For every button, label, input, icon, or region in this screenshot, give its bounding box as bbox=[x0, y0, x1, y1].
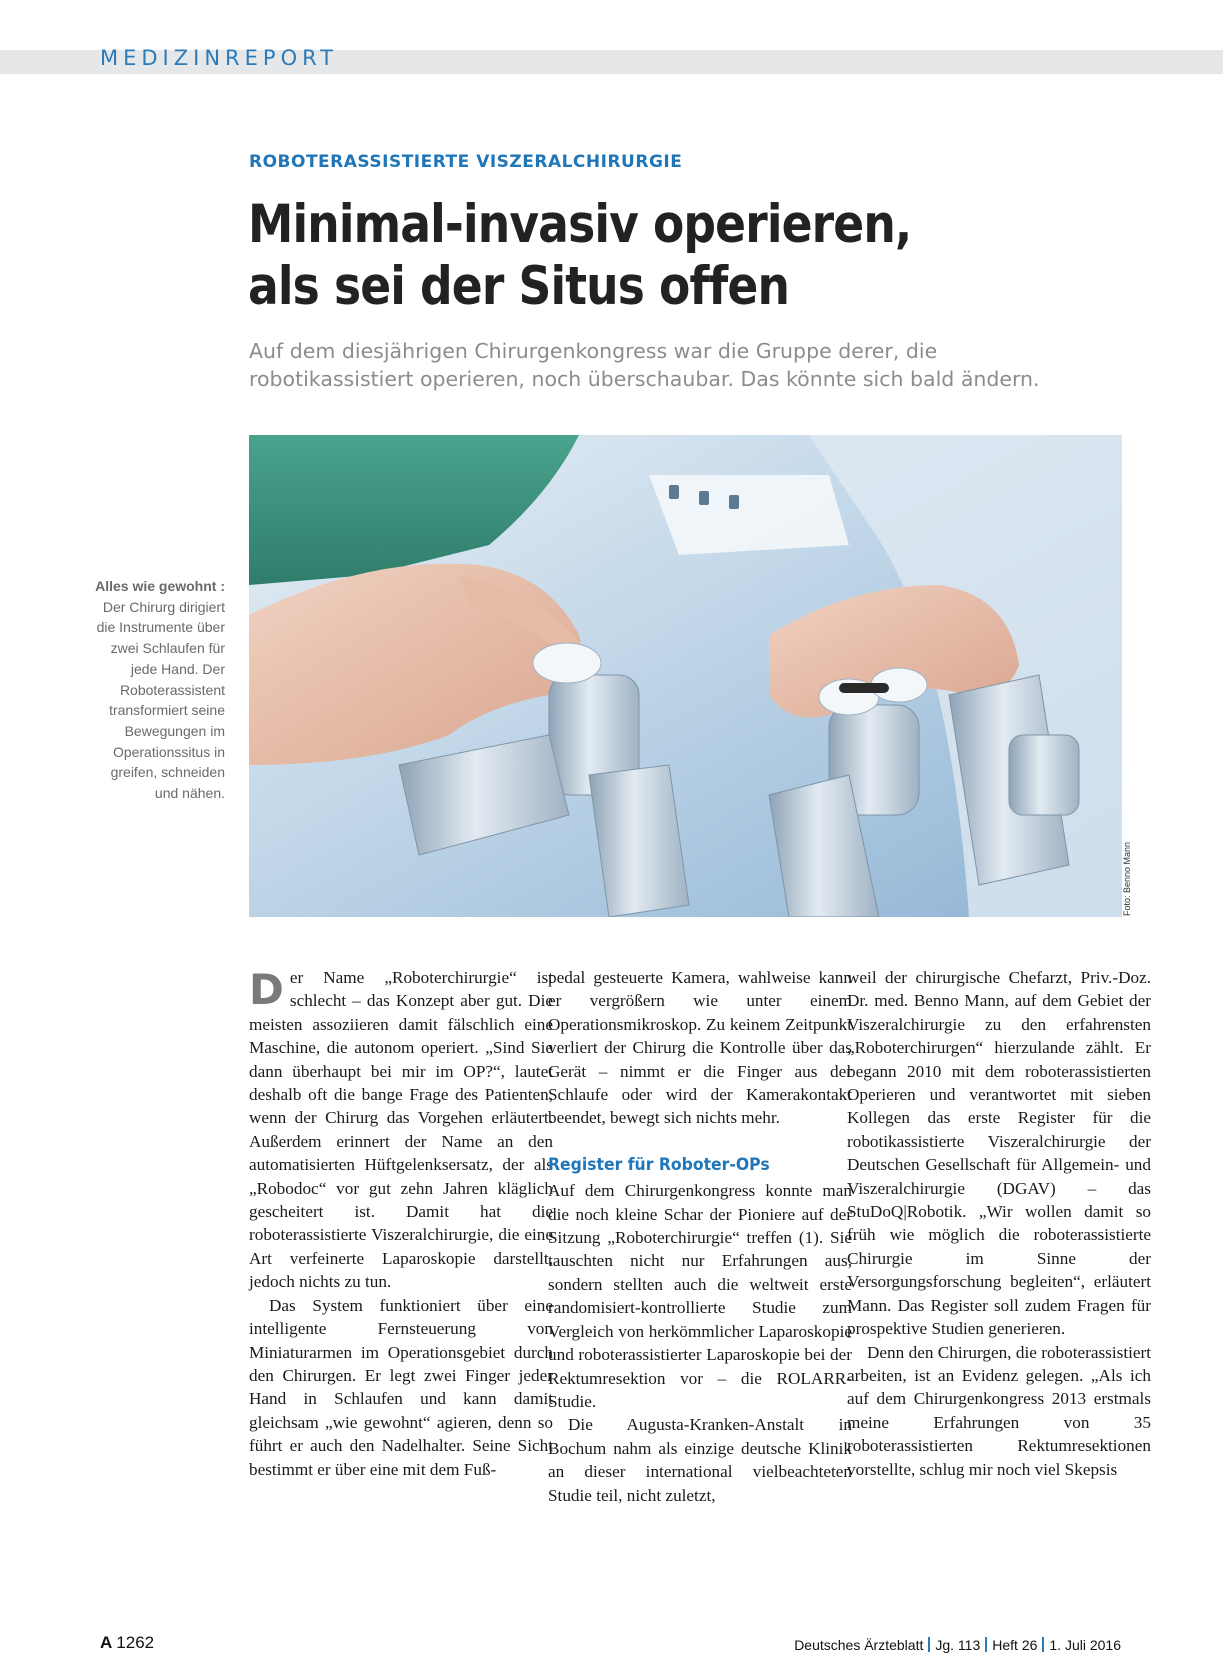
lead-line-1: Auf dem diesjährigen Chirurgenkongress war die Gruppe derer, die bbox=[249, 339, 938, 363]
photo-credit: Foto: Benno Mann bbox=[1122, 841, 1132, 916]
paragraph bbox=[249, 966, 553, 1294]
caption-text: Der Chirurg dirigiert die Instrumente über zwei Schlaufen für jede Hand. Der Roboterassistent transformiert seine Bewegungen im Operationssitus in greifen, schneiden und nähen. bbox=[96, 598, 225, 802]
paragraph: Auf dem Chirurgenkongress konnte man die noch kleine Schar der Pioniere auf der Sitzung „Roboterchirurgie“ treffen (1). Sie tauschten nicht nur Erfahrungen aus, sondern stellten auch die weltweit erste randomisiert-kontrollierte Studie zum Vergleich von herkömmlicher Laparoskopie und roboterassistierter Laparoskopie bei der Rektumresektion vor – die ROLARR-Studie. bbox=[548, 1181, 852, 1411]
separator bbox=[928, 1637, 930, 1652]
article-photo bbox=[249, 435, 1122, 917]
text-column-3 bbox=[847, 966, 1151, 1481]
caption-title: Alles wie gewohnt : bbox=[95, 578, 225, 594]
subheading: Register für Roboter-OPs bbox=[548, 1154, 770, 1175]
text-column-1 bbox=[249, 966, 553, 1481]
journal-volume: Jg. 113 bbox=[935, 1637, 981, 1653]
page-number bbox=[100, 1633, 154, 1653]
photo-caption bbox=[92, 576, 225, 804]
paragraph: Die Augusta-Kranken-Anstalt in Bochum nahm als einzige deutsche Klinik an dieser international vielbeachteten Studie teil, nicht zuletzt, bbox=[548, 1415, 852, 1505]
lead-line-2: robotikassistiert operieren, noch überschaubar. Das könnte sich bald ändern. bbox=[249, 367, 1040, 391]
journal-date: 1. Juli 2016 bbox=[1049, 1637, 1121, 1653]
journal-issue: Heft 26 bbox=[992, 1637, 1038, 1653]
text-column-2 bbox=[548, 966, 852, 1507]
paragraph: weil der chirurgische Chefarzt, Priv.-Doz. Dr. med. Benno Mann, auf dem Gebiet der Viszeralchirurgie zu den erfahrensten „Roboterchirurgen“ hierzulande zählt. Er begann 2010 mit dem roboterassistierten Operieren und verantwortet mit sieben Kollegen das erste Register für die robotikassistierte Viszeralchirurgie der Deutschen Gesellschaft für Allgemein- und Viszeralchirurgie (DGAV) – das StuDoQ|Robotik. „Wir wollen damit so früh wie möglich die roboterassistierte Chirurgie im Sinne der Versorgungsforschung begleiten“, erläutert Mann. Das Register soll zudem Fragen für prospektive Studien generieren. bbox=[847, 968, 1151, 1339]
journal-info bbox=[794, 1637, 1121, 1653]
paragraph: Das System funktioniert über eine intelligente Fernsteuerung von Miniaturarmen im Operationsgebiet durch den Chirurgen. Er legt zwei Finger jeder Hand in Schlaufen und kann damit gleichsam „wie gewohnt“ agieren, denn so führt er auch den Nadelhalter. Seine Sicht bestimmt er über eine mit dem Fuß- bbox=[249, 1295, 553, 1479]
separator bbox=[985, 1637, 987, 1652]
page-number-value: 1262 bbox=[116, 1633, 155, 1652]
drop-cap: D bbox=[249, 965, 284, 1014]
article-headline bbox=[248, 194, 1039, 318]
journal-name: Deutsches Ärzteblatt bbox=[794, 1637, 924, 1653]
headline-line-2: als sei der Situs offen bbox=[248, 256, 790, 317]
robot-console-illustration bbox=[249, 435, 1122, 917]
page-prefix: A bbox=[100, 1633, 113, 1652]
separator bbox=[1042, 1637, 1044, 1652]
paragraph-text: er Name „Roboterchirurgie“ ist schlecht – das Konzept aber gut. Die meisten assoziieren damit fälschlich eine Maschine, die autonom operiert. „Sind Sie dann überhaupt bei mir im OP?“, lautet deshalb oft die bange Frage des Patienten, wenn der Chirurg das Vorgehen erläutert. Außerdem erinnert der Name an den automatisierten Hüftgelenksersatz, der als „Robodoc“ vor gut zehn Jahren kläglich gescheitert ist. Damit hat die roboterassistierte Viszeralchirurgie, die eine Art verfeinerte Laparoskopie darstellt, jedoch nichts zu tun. bbox=[249, 968, 553, 1292]
section-label: MEDIZINREPORT bbox=[100, 46, 338, 70]
paragraph: Denn den Chirurgen, die roboterassistiert arbeiten, ist an Evidenz gelegen. „Als ich auf dem Chirurgenkongress 2013 erstmals meine Erfahrungen von 35 roboterassistierten Rektumresektionen vorstellte, schlug mir noch viel Skepsis bbox=[847, 1342, 1151, 1479]
paragraph: pedal gesteuerte Kamera, wahlweise kann er vergrößern wie unter einem Operationsmikroskop. Zu keinem Zeitpunkt verliert der Chirurg die Kontrolle über das Gerät – nimmt er die Finger aus der Schlaufe oder wird der Kamerakontakt beendet, bewegt sich nichts mehr. bbox=[548, 968, 852, 1128]
headline-line-1: Minimal-invasiv operieren, bbox=[248, 194, 912, 255]
article-kicker: ROBOTERASSISTIERTE VISZERALCHIRURGIE bbox=[249, 152, 683, 172]
article-lead bbox=[249, 337, 1129, 393]
